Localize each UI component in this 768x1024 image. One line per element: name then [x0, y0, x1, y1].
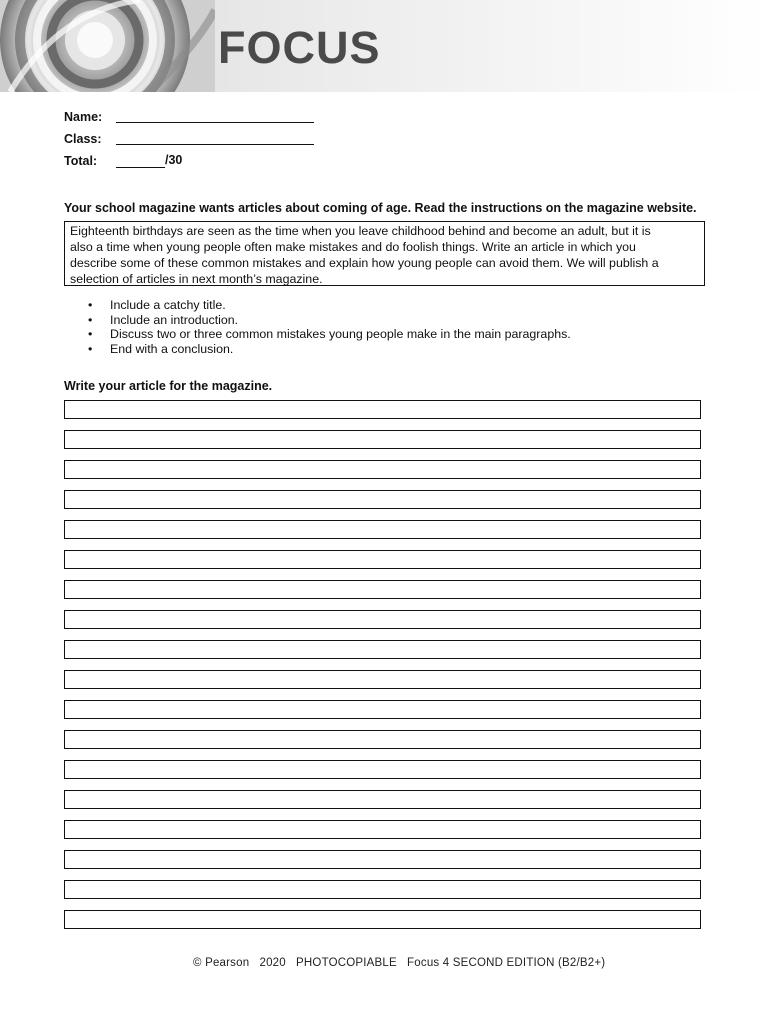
requirements-list: [88, 298, 571, 357]
list-item: • End with a conclusion.: [88, 342, 571, 357]
class-label: Class:: [64, 132, 102, 146]
brand-title: FOCUS: [218, 22, 381, 73]
writing-line[interactable]: [64, 520, 701, 539]
writing-line[interactable]: [64, 790, 701, 809]
prompt-line: describe some of these common mistakes and explain how young people can avoid them. We will publish a: [70, 256, 659, 270]
footer-copyright: © Pearson 2020 PHOTOCOPIABLE Focus 4 SECOND EDITION (B2/B2+): [193, 957, 606, 969]
total-max-score: /30: [165, 153, 183, 167]
list-item: • Include a catchy title.: [88, 298, 571, 313]
writing-line[interactable]: [64, 490, 701, 509]
header-banner: [0, 0, 768, 92]
writing-line[interactable]: [64, 670, 701, 689]
writing-line[interactable]: [64, 580, 701, 599]
prompt-line: Eighteenth birthdays are seen as the time when you leave childhood behind and become an adult, but it is: [70, 224, 651, 238]
class-field[interactable]: [116, 144, 314, 145]
task-prompt-box: [64, 221, 705, 286]
prompt-line: also a time when young people often make mistakes and do foolish things. Write an article in which you: [70, 240, 636, 254]
writing-line[interactable]: [64, 760, 701, 779]
name-label: Name:: [64, 110, 103, 124]
writing-line[interactable]: [64, 400, 701, 419]
writing-line[interactable]: [64, 640, 701, 659]
total-score-field[interactable]: [116, 167, 165, 168]
prompt-line: selection of articles in next month’s magazine.: [70, 272, 323, 286]
writing-line[interactable]: [64, 430, 701, 449]
write-instruction: Write your article for the magazine.: [64, 379, 273, 393]
list-item: • Include an introduction.: [88, 313, 571, 328]
writing-line[interactable]: [64, 460, 701, 479]
writing-line[interactable]: [64, 820, 701, 839]
total-label: Total:: [64, 154, 98, 168]
lens-logo-graphic: [0, 0, 215, 92]
writing-line[interactable]: [64, 700, 701, 719]
writing-line[interactable]: [64, 880, 701, 899]
task-instruction: Your school magazine wants articles about coming of age. Read the instructions on the magazine website.: [64, 201, 697, 215]
writing-line[interactable]: [64, 610, 701, 629]
name-field[interactable]: [116, 122, 314, 123]
list-item: • Discuss two or three common mistakes young people make in the main paragraphs.: [88, 327, 571, 342]
writing-line[interactable]: [64, 730, 701, 749]
writing-line[interactable]: [64, 910, 701, 929]
writing-line[interactable]: [64, 850, 701, 869]
writing-line[interactable]: [64, 550, 701, 569]
